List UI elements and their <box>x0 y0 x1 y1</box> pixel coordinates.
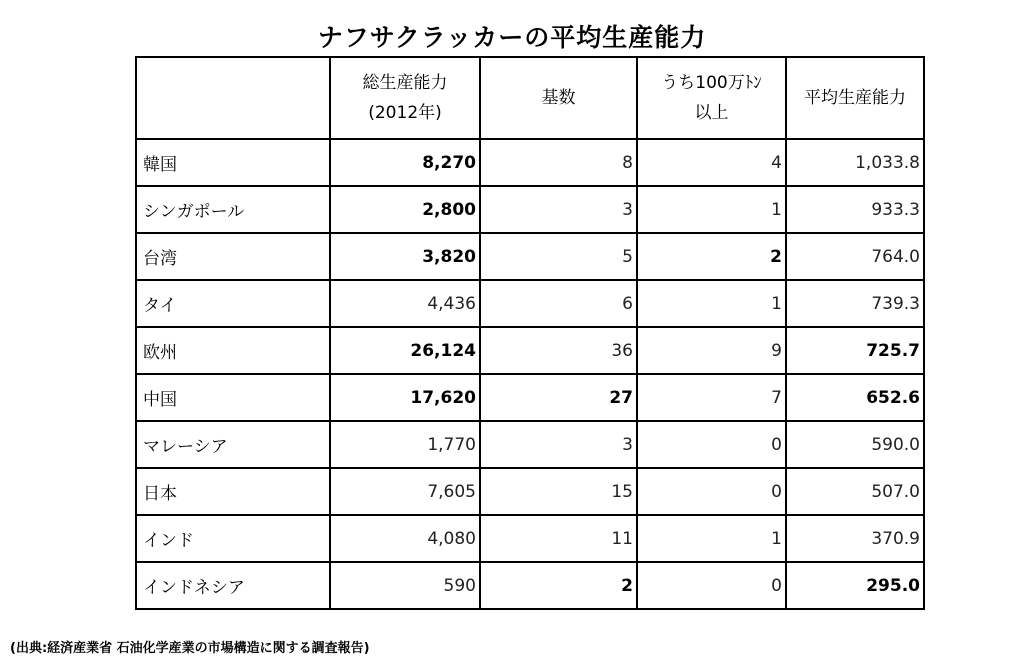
cell-units: 15 <box>480 468 637 515</box>
table-header <box>136 57 924 139</box>
cell-units: 36 <box>480 327 637 374</box>
cell-units: 27 <box>480 374 637 421</box>
cell-avg: 1,033.8 <box>786 139 924 186</box>
cell-name: マレーシア <box>136 421 330 468</box>
cell-units: 8 <box>480 139 637 186</box>
cell-name: シンガポール <box>136 186 330 233</box>
cell-name: 台湾 <box>136 233 330 280</box>
cell-over: 1 <box>637 515 786 562</box>
table-row <box>136 280 924 327</box>
cell-avg: 764.0 <box>786 233 924 280</box>
header-average-capacity: 平均生産能力 <box>786 57 924 139</box>
cell-units: 2 <box>480 562 637 609</box>
cell-name: 日本 <box>136 468 330 515</box>
cell-total: 2,800 <box>330 186 480 233</box>
header-over-line1: うち100万ﾄﾝ <box>661 73 762 93</box>
cell-name: 欧州 <box>136 327 330 374</box>
cell-avg: 590.0 <box>786 421 924 468</box>
cell-avg: 507.0 <box>786 468 924 515</box>
table-row <box>136 468 924 515</box>
cell-avg: 725.7 <box>786 327 924 374</box>
table-row <box>136 515 924 562</box>
source-note: (出典:経済産業省 石油化学産業の市場構造に関する調査報告) <box>10 641 370 656</box>
cell-name: インド <box>136 515 330 562</box>
cell-avg: 370.9 <box>786 515 924 562</box>
naphtha-cracker-table <box>135 56 925 610</box>
table-row <box>136 562 924 609</box>
cell-over: 2 <box>637 233 786 280</box>
cell-units: 3 <box>480 421 637 468</box>
cell-over: 0 <box>637 421 786 468</box>
cell-name: インドネシア <box>136 562 330 609</box>
cell-total: 8,270 <box>330 139 480 186</box>
cell-units: 11 <box>480 515 637 562</box>
cell-over: 9 <box>637 327 786 374</box>
cell-total: 26,124 <box>330 327 480 374</box>
cell-total: 3,820 <box>330 233 480 280</box>
cell-name: 中国 <box>136 374 330 421</box>
header-over-line2: 以上 <box>694 103 729 123</box>
cell-total: 590 <box>330 562 480 609</box>
header-total-capacity <box>330 57 480 139</box>
cell-avg: 652.6 <box>786 374 924 421</box>
cell-total: 17,620 <box>330 374 480 421</box>
cell-name: タイ <box>136 280 330 327</box>
table-row <box>136 374 924 421</box>
header-total-line1: 総生産能力 <box>362 73 448 93</box>
header-total-line2: (2012年) <box>368 103 442 123</box>
cell-total: 4,436 <box>330 280 480 327</box>
cell-units: 6 <box>480 280 637 327</box>
header-units: 基数 <box>480 57 637 139</box>
cell-total: 4,080 <box>330 515 480 562</box>
table-row <box>136 186 924 233</box>
cell-avg: 295.0 <box>786 562 924 609</box>
cell-over: 1 <box>637 186 786 233</box>
cell-units: 5 <box>480 233 637 280</box>
cell-avg: 739.3 <box>786 280 924 327</box>
header-row <box>136 57 924 139</box>
table-row <box>136 327 924 374</box>
cell-over: 0 <box>637 562 786 609</box>
cell-total: 1,770 <box>330 421 480 468</box>
cell-units: 3 <box>480 186 637 233</box>
cell-over: 0 <box>637 468 786 515</box>
cell-over: 4 <box>637 139 786 186</box>
header-region <box>136 57 330 139</box>
table-row <box>136 233 924 280</box>
cell-avg: 933.3 <box>786 186 924 233</box>
cell-over: 1 <box>637 280 786 327</box>
table-row <box>136 421 924 468</box>
cell-total: 7,605 <box>330 468 480 515</box>
cell-name: 韓国 <box>136 139 330 186</box>
table-title: ナフサクラッカーの平均生産能力 <box>317 23 707 52</box>
header-over-million <box>637 57 786 139</box>
table-row <box>136 139 924 186</box>
cell-over: 7 <box>637 374 786 421</box>
table-body <box>136 139 924 609</box>
